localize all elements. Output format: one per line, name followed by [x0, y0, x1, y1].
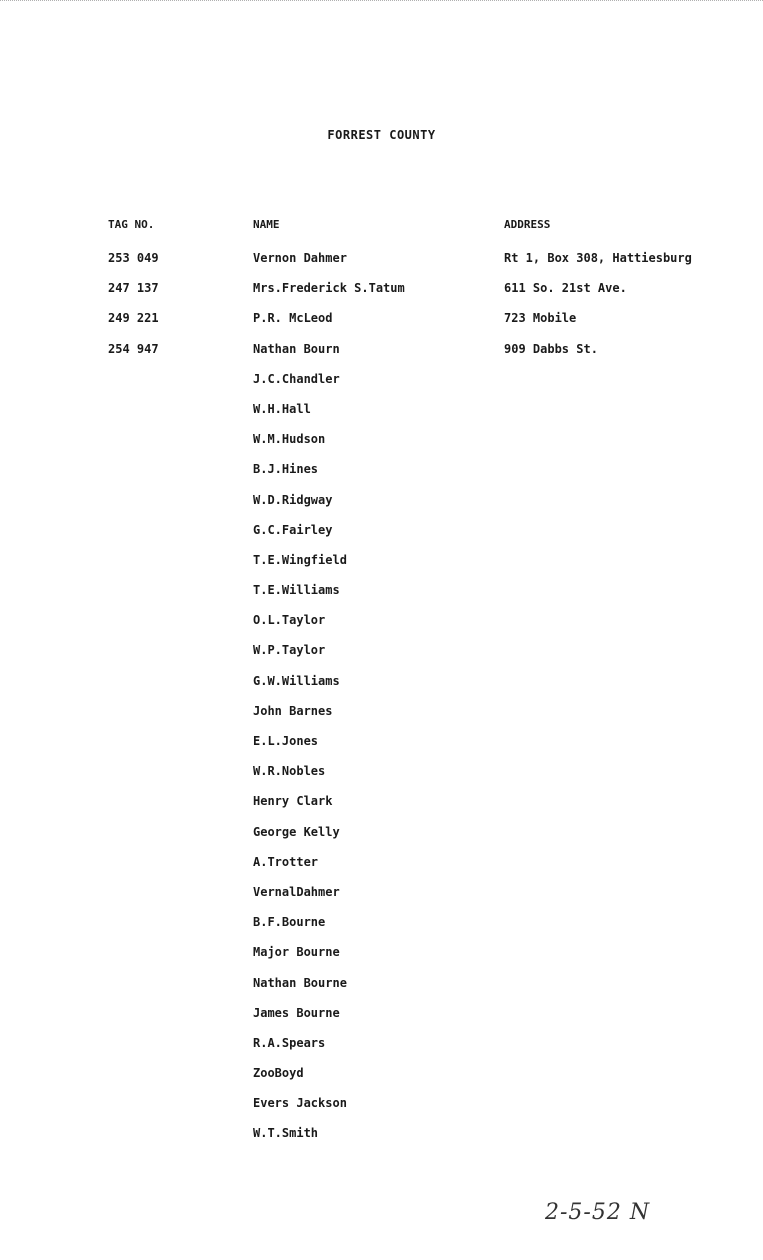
table-row [0, 250, 763, 280]
row-name: John Barnes [253, 703, 333, 718]
table-row [0, 854, 763, 884]
handwritten-date-note: 2-5-52 N [545, 1200, 651, 1225]
row-name: R.A.Spears [253, 1035, 326, 1050]
records-list [0, 250, 763, 1156]
row-name: T.E.Wingfield [253, 552, 347, 567]
table-row [0, 763, 763, 793]
row-name: B.F.Bourne [253, 915, 326, 930]
row-name: W.T.Smith [253, 1126, 319, 1141]
table-row [0, 733, 763, 763]
table-row [0, 401, 763, 431]
row-tag-no: 254 947 [108, 341, 159, 356]
table-row [0, 492, 763, 522]
row-tag-no: 253 049 [108, 251, 159, 265]
table-row [0, 461, 763, 491]
row-name: Vernon Dahmer [253, 251, 347, 265]
row-name: G.C.Fairley [253, 522, 333, 537]
row-name: George Kelly [253, 824, 340, 839]
row-name: P.R. McLeod [253, 311, 333, 326]
row-name: Nathan Bourn [253, 341, 340, 356]
table-row [0, 371, 763, 401]
table-row [0, 310, 763, 340]
column-header-row [0, 218, 763, 236]
row-address: 611 So. 21st Ave. [504, 281, 627, 296]
table-row [0, 1005, 763, 1035]
document-title: FORREST COUNTY [327, 128, 436, 142]
table-row [0, 1035, 763, 1065]
table-row [0, 703, 763, 733]
row-name: ZooBoyd [253, 1066, 304, 1081]
row-name: T.E.Williams [253, 583, 340, 598]
row-name: Evers Jackson [253, 1096, 347, 1111]
table-row [0, 824, 763, 854]
row-name: James Bourne [253, 1005, 340, 1020]
table-row [0, 280, 763, 310]
row-name: B.J.Hines [253, 462, 319, 477]
row-name: W.R.Nobles [253, 764, 326, 779]
row-address: 723 Mobile [504, 311, 577, 326]
table-row [0, 1125, 763, 1155]
row-name: W.H.Hall [253, 401, 311, 416]
row-name: G.W.Williams [253, 673, 340, 688]
header-name: NAME [253, 218, 280, 231]
row-name: VernalDahmer [253, 884, 340, 899]
row-name: Henry Clark [253, 794, 333, 809]
table-row [0, 1065, 763, 1095]
row-name: W.D.Ridgway [253, 492, 333, 507]
row-name: Nathan Bourne [253, 975, 347, 990]
table-row [0, 673, 763, 703]
row-address: 909 Dabbs St. [504, 341, 598, 356]
row-name: O.L.Taylor [253, 613, 326, 628]
row-name: Mrs.Frederick S.Tatum [253, 281, 405, 296]
header-address: ADDRESS [504, 218, 551, 231]
table-row [0, 431, 763, 461]
row-tag-no: 247 137 [108, 281, 159, 296]
table-row [0, 552, 763, 582]
table-row [0, 793, 763, 823]
page-top-edge [0, 0, 763, 5]
table-row [0, 582, 763, 612]
table-row [0, 944, 763, 974]
table-row [0, 884, 763, 914]
row-address: Rt 1, Box 308, Hattiesburg [504, 251, 692, 265]
table-row [0, 914, 763, 944]
table-row [0, 522, 763, 552]
row-tag-no: 249 221 [108, 311, 159, 326]
row-name: W.M.Hudson [253, 432, 326, 447]
table-row [0, 1095, 763, 1125]
row-name: Major Bourne [253, 945, 340, 960]
row-name: E.L.Jones [253, 734, 319, 748]
row-name: A.Trotter [253, 854, 319, 869]
table-row [0, 642, 763, 672]
row-name: W.P.Taylor [253, 643, 326, 658]
header-tag-no: TAG NO. [108, 218, 155, 231]
table-row [0, 341, 763, 371]
row-name: J.C.Chandler [253, 371, 340, 386]
table-row [0, 612, 763, 642]
table-row [0, 975, 763, 1005]
